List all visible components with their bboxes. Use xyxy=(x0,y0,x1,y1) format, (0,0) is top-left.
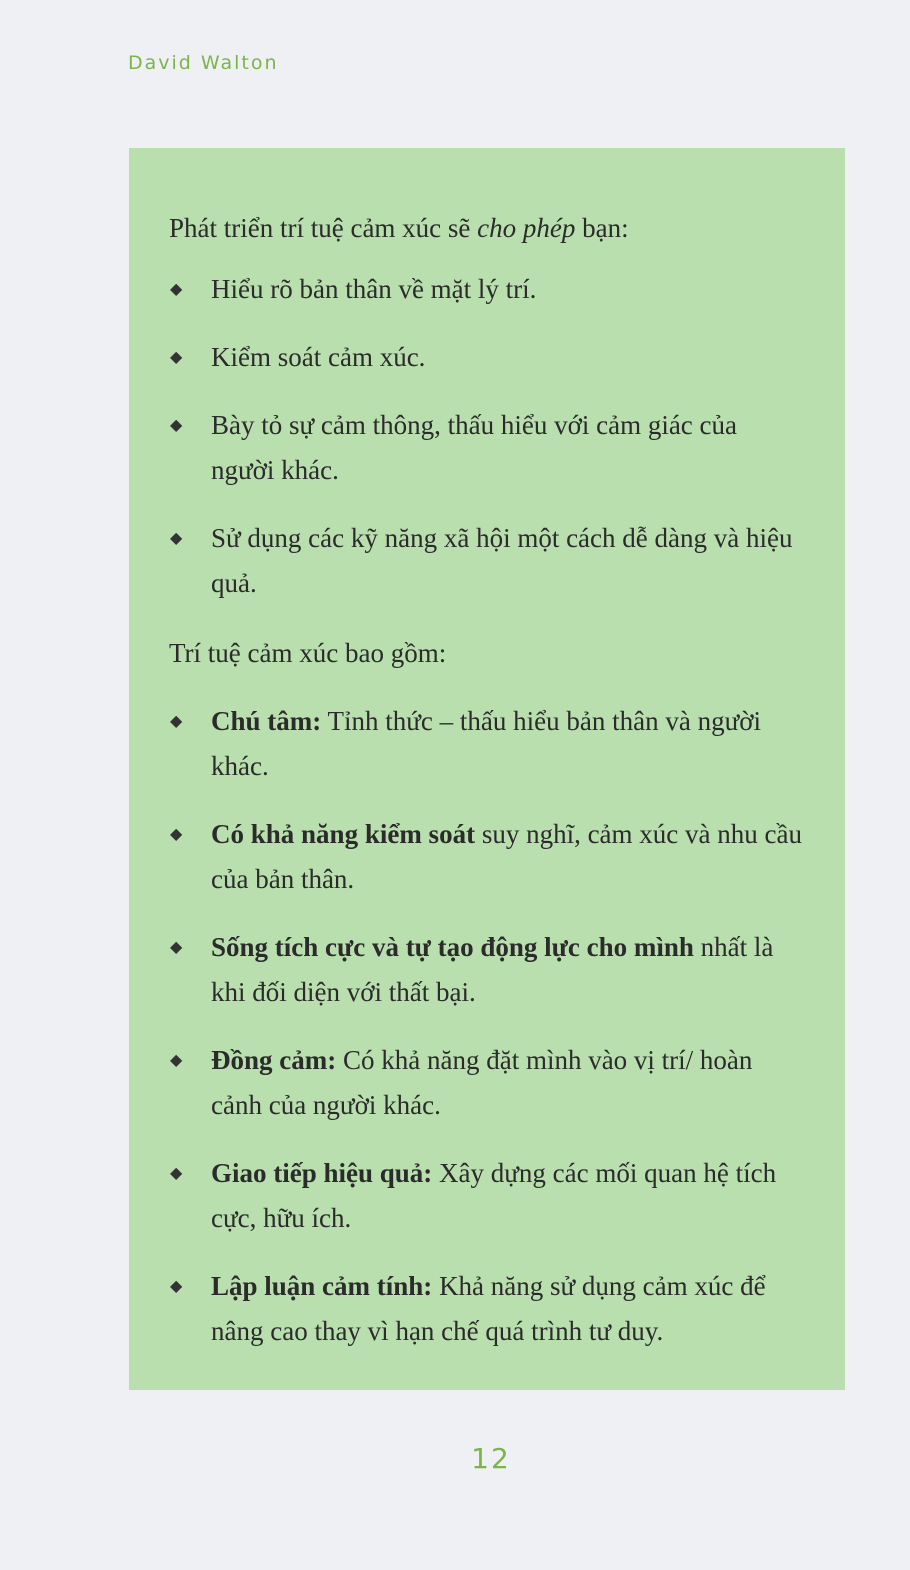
list-item: ◆ Kiểm soát cảm xúc. xyxy=(169,335,805,380)
page-number: 12 xyxy=(471,1442,511,1475)
diamond-bullet-icon: ◆ xyxy=(170,349,183,366)
benefits-list xyxy=(169,267,805,606)
item-description: Tỉnh thức – thấu hiểu bản thân và người khác. xyxy=(211,706,761,781)
item-term: Đồng cảm: xyxy=(211,1045,337,1075)
components-list xyxy=(169,699,805,1354)
diamond-bullet-icon: ◆ xyxy=(170,826,183,843)
item-description: nhất là khi đối diện với thất bại. xyxy=(211,932,774,1007)
list-item xyxy=(169,812,805,902)
item-term: Có khả năng kiểm soát xyxy=(211,819,476,849)
highlight-box xyxy=(129,148,845,1390)
diamond-bullet-icon: ◆ xyxy=(170,1278,183,1295)
item-description: Xây dựng các mối quan hệ tích cực, hữu ích. xyxy=(211,1158,777,1233)
intro-text: Phát triển trí tuệ cảm xúc sẽ xyxy=(169,213,478,243)
intro-italic: cho phép xyxy=(477,213,576,243)
list-item xyxy=(169,925,805,1015)
diamond-bullet-icon: ◆ xyxy=(170,281,183,298)
running-head-author: David Walton xyxy=(128,52,279,74)
intro-paragraph xyxy=(169,206,805,251)
diamond-bullet-icon: ◆ xyxy=(170,417,183,434)
item-description: Khả năng sử dụng cảm xúc để nâng cao thay vì hạn chế quá trình tư duy. xyxy=(211,1271,766,1346)
item-term: Lập luận cảm tính: xyxy=(211,1271,433,1301)
list-item xyxy=(169,1038,805,1128)
diamond-bullet-icon: ◆ xyxy=(170,1052,183,1069)
list-item: ◆ Sử dụng các kỹ năng xã hội một cách dễ dàng và hiệu quả. xyxy=(169,516,805,606)
diamond-bullet-icon: ◆ xyxy=(170,1165,183,1182)
diamond-bullet-icon: ◆ xyxy=(170,530,183,547)
list-item xyxy=(169,1151,805,1241)
item-term: Chú tâm: xyxy=(211,706,322,736)
includes-heading: Trí tuệ cảm xúc bao gồm: xyxy=(169,638,447,668)
item-description: Có khả năng đặt mình vào vị trí/ hoàn cảnh của người khác. xyxy=(211,1045,753,1120)
item-term: Giao tiếp hiệu quả: xyxy=(211,1158,433,1188)
item-term: Sống tích cực và tự tạo động lực cho mình xyxy=(211,932,694,962)
intro-text-end: bạn: xyxy=(575,213,629,243)
list-item xyxy=(169,699,805,789)
diamond-bullet-icon: ◆ xyxy=(170,713,183,730)
item-description: suy nghĩ, cảm xúc và nhu cầu của bản thân. xyxy=(211,819,802,894)
list-item: ◆ Hiểu rõ bản thân về mặt lý trí. xyxy=(169,267,805,312)
list-item xyxy=(169,1264,805,1354)
list-item: ◆ Bày tỏ sự cảm thông, thấu hiểu với cảm giác của người khác. xyxy=(169,403,805,493)
diamond-bullet-icon: ◆ xyxy=(170,939,183,956)
